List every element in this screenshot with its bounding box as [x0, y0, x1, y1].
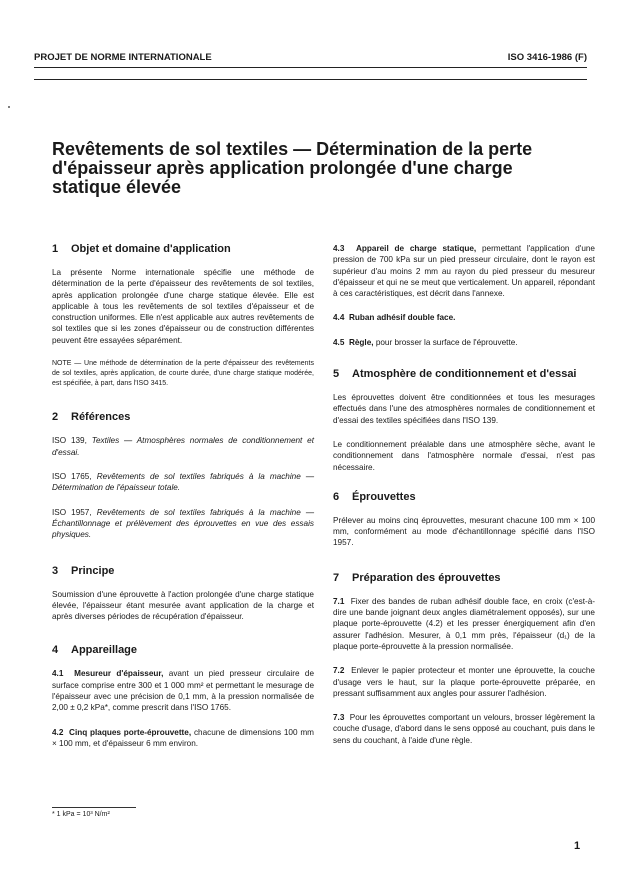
section-1-paragraph: La présente Norme internationale spécifie une méthode de détermination de la perte d'épaisseur des revêtements de sol textiles, après application prolongée d'une charge statique élevée. Elle est applicable à tous les revêtements de sol textiles d'épaisseur et de construction uniformes. Elle n'est applicable aux autres revêtements de sol textiles que si les zones d'épaisseur ou de construction différentes peuvent être essayées séparément.	[52, 268, 314, 345]
item-4-5: 4.5 Règle, pour brosser la surface de l'éprouvette.	[333, 337, 518, 347]
item-4-1: 4.1 Mesureur d'épaisseur, avant un pied presseur circulaire de surface comprise entre 300 et 1 000 mm² et permettant le mesurage de l'épaisseur avec une précision de 0,1 mm, à la pression normalisée de 2,00 ± 0,2 kPa*, comme prescrit dans l'ISO 1765.	[52, 669, 314, 713]
section-2-heading: 2 Références	[52, 411, 131, 424]
section-6-heading: 6 Éprouvettes	[333, 490, 416, 503]
reference-iso-139: ISO 139, Textiles — Atmosphères normales de conditionnement et d'essai.	[52, 436, 314, 457]
section-5-heading: 5 Atmosphère de conditionnement et d'essai	[333, 368, 577, 381]
header-rule-bottom	[34, 79, 587, 80]
section-5-paragraph-2: Le conditionnement préalable dans une atmosphère sèche, avant le conditionnement dans l'atmosphère normale d'essai, n'est pas nécessaire.	[333, 439, 595, 472]
section-5-paragraph-1: Les éprouvettes doivent être conditionnées et tous les mesurages effectués dans l'une des atmosphères normales de conditionnement et d'essai des textiles spécifiées dans l'ISO 139.	[333, 393, 595, 425]
item-4-4: 4.4 Ruban adhésif double face.	[333, 313, 456, 323]
page-number: 1	[574, 840, 581, 852]
section-1	[52, 243, 314, 388]
footnote-rule	[52, 807, 136, 808]
header-document-type: PROJET DE NORME INTERNATIONALE	[34, 52, 212, 63]
item-4-3: 4.3 Appareil de charge statique, permettant l'application d'une pression de 700 kPa sur un pied presseur circulaire, dont le rayon est supérieur d'au moins 2 mm au rayon du pied presseur du mesureur d'épaisseur et qui ne se meut que verticalement. Un appareil, répondant à ces caractéristiques, est décrit dans l'annexe.	[333, 244, 595, 299]
section-4	[52, 644, 314, 749]
section-3-paragraph: Soumission d'une éprouvette à l'action prolongée d'une charge statique élevée, l'épaisseur étant mesurée avant application de la charge et après diverses périodes de récupération d'épaisseur.	[52, 589, 314, 622]
footnote: * 1 kPa = 10³ N/m²	[52, 811, 110, 818]
section-1-heading: 1 Objet et domaine d'application	[52, 243, 231, 255]
scan-speck	[8, 106, 10, 108]
item-4-2: 4.2 Cinq plaques porte-éprouvette, chacune de dimensions 100 mm × 100 mm, et d'épaisseur 6 mm environ.	[52, 727, 314, 748]
section-7-heading: 7 Préparation des éprouvettes	[333, 571, 501, 584]
section-3	[52, 565, 314, 623]
section-4-heading: 4 Appareillage	[52, 644, 138, 657]
item-7-1: 7.1 Fixer des bandes de ruban adhésif double face, en croix (c'est-à-dire une bande joignant deux angles diamétralement opposés), sur une plaque porte-éprouvette (4.2) et les presser énergiquement afin d'en assurer l'adhésion. Mesurer, à 0,1 mm près, l'épaisseur (d₁) de la plaque porte-éprouvette à la pression normalisée.	[333, 596, 595, 651]
item-7-3: 7.3 Pour les éprouvettes comportant un velours, brosser légèrement la couche d'usage, d'abord dans le sens opposé au couchant, puis dans le sens du couchant, à l'aide d'une règle.	[333, 713, 595, 745]
left-column	[52, 243, 314, 749]
section-6	[333, 491, 595, 549]
right-column	[333, 243, 595, 746]
title-line-1: Revêtements de sol textiles — Détermination de la perte	[52, 139, 533, 159]
section-1-note: NOTE — Une méthode de détermination de la perte d'épaisseur des revêtements de sol textiles, après application, de courte durée, d'une charge statique modérée, est spécifiée, à part, dans l'ISO 3415.	[52, 360, 314, 387]
reference-iso-1765: ISO 1765, Revêtements de sol textiles fabriqués à la machine — Détermination de l'épaisseur totale.	[52, 472, 315, 493]
item-7-2: 7.2 Enlever le papier protecteur et monter une éprouvette, la couche d'usage vers le haut, sur la plaque porte-éprouvette préparée, en pressant suffisamment aux angles pour assurer l'adhésion.	[333, 666, 595, 698]
section-6-paragraph: Prélever au moins cinq éprouvettes, mesurant chacune 100 mm × 100 mm, conformément au mode d'échantillonnage spécifié dans l'ISO 1957.	[333, 515, 595, 548]
reference-iso-1957: ISO 1957, Revêtements de sol textiles fabriqués à la machine — Échantillonnage et prélèvement des éprouvettes en vue des essais physiques.	[52, 507, 315, 540]
header-rule-top	[34, 67, 587, 68]
section-2	[52, 411, 314, 540]
title-line-2: d'épaisseur après application prolongée d'une charge	[52, 158, 513, 178]
section-3-heading: 3 Principe	[52, 564, 115, 577]
header-standard-number: ISO 3416-1986 (F)	[507, 52, 587, 63]
section-7	[333, 572, 595, 746]
document-title	[52, 140, 572, 197]
title-line-3: statique élevée	[52, 177, 182, 197]
section-5	[333, 368, 595, 473]
